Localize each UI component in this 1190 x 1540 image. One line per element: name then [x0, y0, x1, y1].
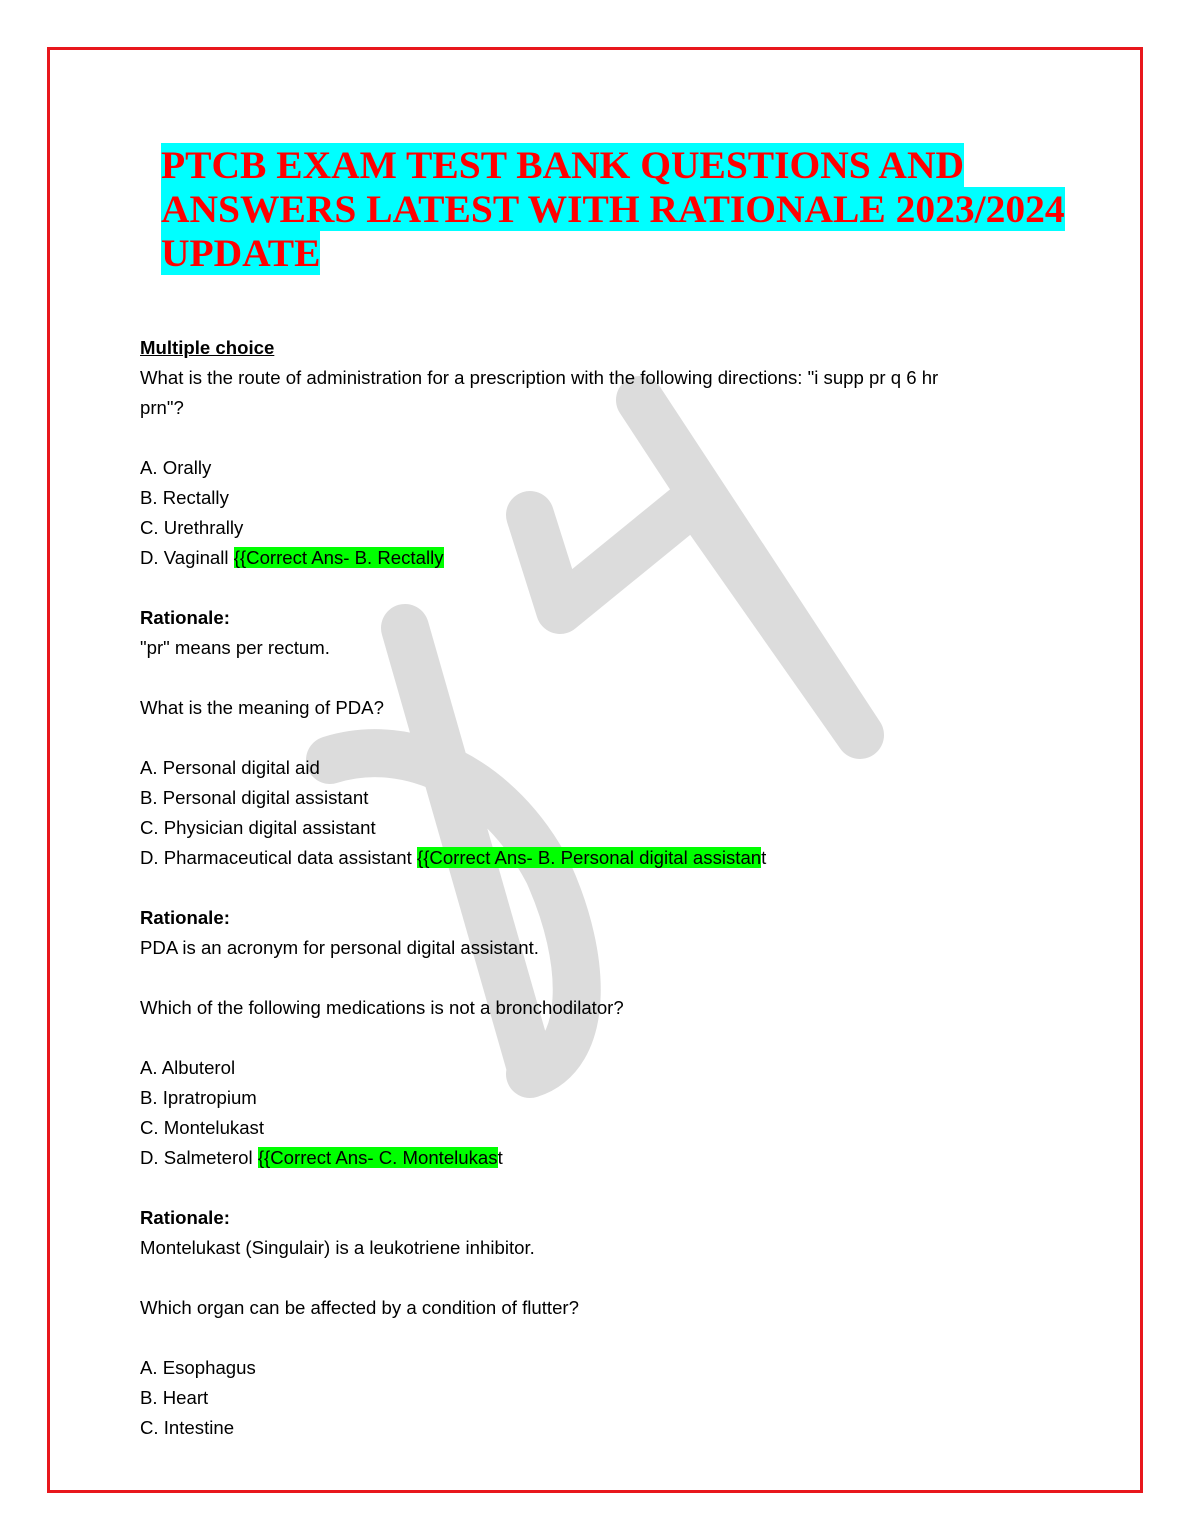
rationale-heading: Rationale:: [140, 907, 230, 928]
option-text: D. Salmeterol: [140, 1147, 258, 1168]
title-text: PTCB EXAM TEST BANK QUESTIONS AND ANSWERS LATEST WITH RATIONALE 2023/2024 UPDATE: [161, 143, 1065, 275]
answer-tail: t: [497, 1147, 503, 1168]
answer-option: C. Montelukast: [140, 1117, 265, 1138]
option-text: D. Pharmaceutical data assistant: [140, 847, 417, 868]
document-title: [161, 143, 1071, 275]
answer-option: C. Physician digital assistant: [140, 817, 376, 838]
answer-tail: t: [761, 847, 767, 868]
correct-answer-highlight: {{Correct Ans- C. Montelukas: [257, 1147, 498, 1168]
section-heading: Multiple choice: [140, 337, 275, 358]
document-body: [140, 333, 1040, 1443]
answer-option: A. Esophagus: [140, 1357, 256, 1378]
rationale-text: "pr" means per rectum.: [140, 637, 330, 658]
answer-option: C. Intestine: [140, 1417, 235, 1438]
answer-option: A. Personal digital aid: [140, 757, 320, 778]
answer-option: B. Heart: [140, 1387, 209, 1408]
option-text: D. Vaginall: [140, 547, 234, 568]
question-text: What is the meaning of PDA?: [140, 697, 384, 718]
rationale-heading: Rationale:: [140, 607, 230, 628]
correct-answer-highlight: {{Correct Ans- B. Rectally: [233, 547, 444, 568]
answer-option: A. Albuterol: [140, 1057, 236, 1078]
answer-option-last: [140, 1143, 1040, 1173]
question-text-continued: prn"?: [140, 397, 184, 418]
answer-option: B. Personal digital assistant: [140, 787, 369, 808]
answer-option-last: [140, 543, 1040, 573]
rationale-heading: Rationale:: [140, 1207, 230, 1228]
rationale-text: PDA is an acronym for personal digital assistant.: [140, 937, 539, 958]
question-text: Which organ can be affected by a condition of flutter?: [140, 1297, 579, 1318]
question-text: Which of the following medications is not a bronchodilator?: [140, 997, 624, 1018]
answer-option: A. Orally: [140, 457, 212, 478]
question-text: What is the route of administration for a prescription with the following directions: "i supp pr q 6 hr: [140, 367, 939, 388]
correct-answer-highlight: {{Correct Ans- B. Personal digital assistan: [416, 847, 762, 868]
answer-option-last: [140, 843, 1040, 873]
answer-option: B. Ipratropium: [140, 1087, 257, 1108]
rationale-text: Montelukast (Singulair) is a leukotriene inhibitor.: [140, 1237, 535, 1258]
answer-option: B. Rectally: [140, 487, 229, 508]
answer-option: C. Urethrally: [140, 517, 244, 538]
